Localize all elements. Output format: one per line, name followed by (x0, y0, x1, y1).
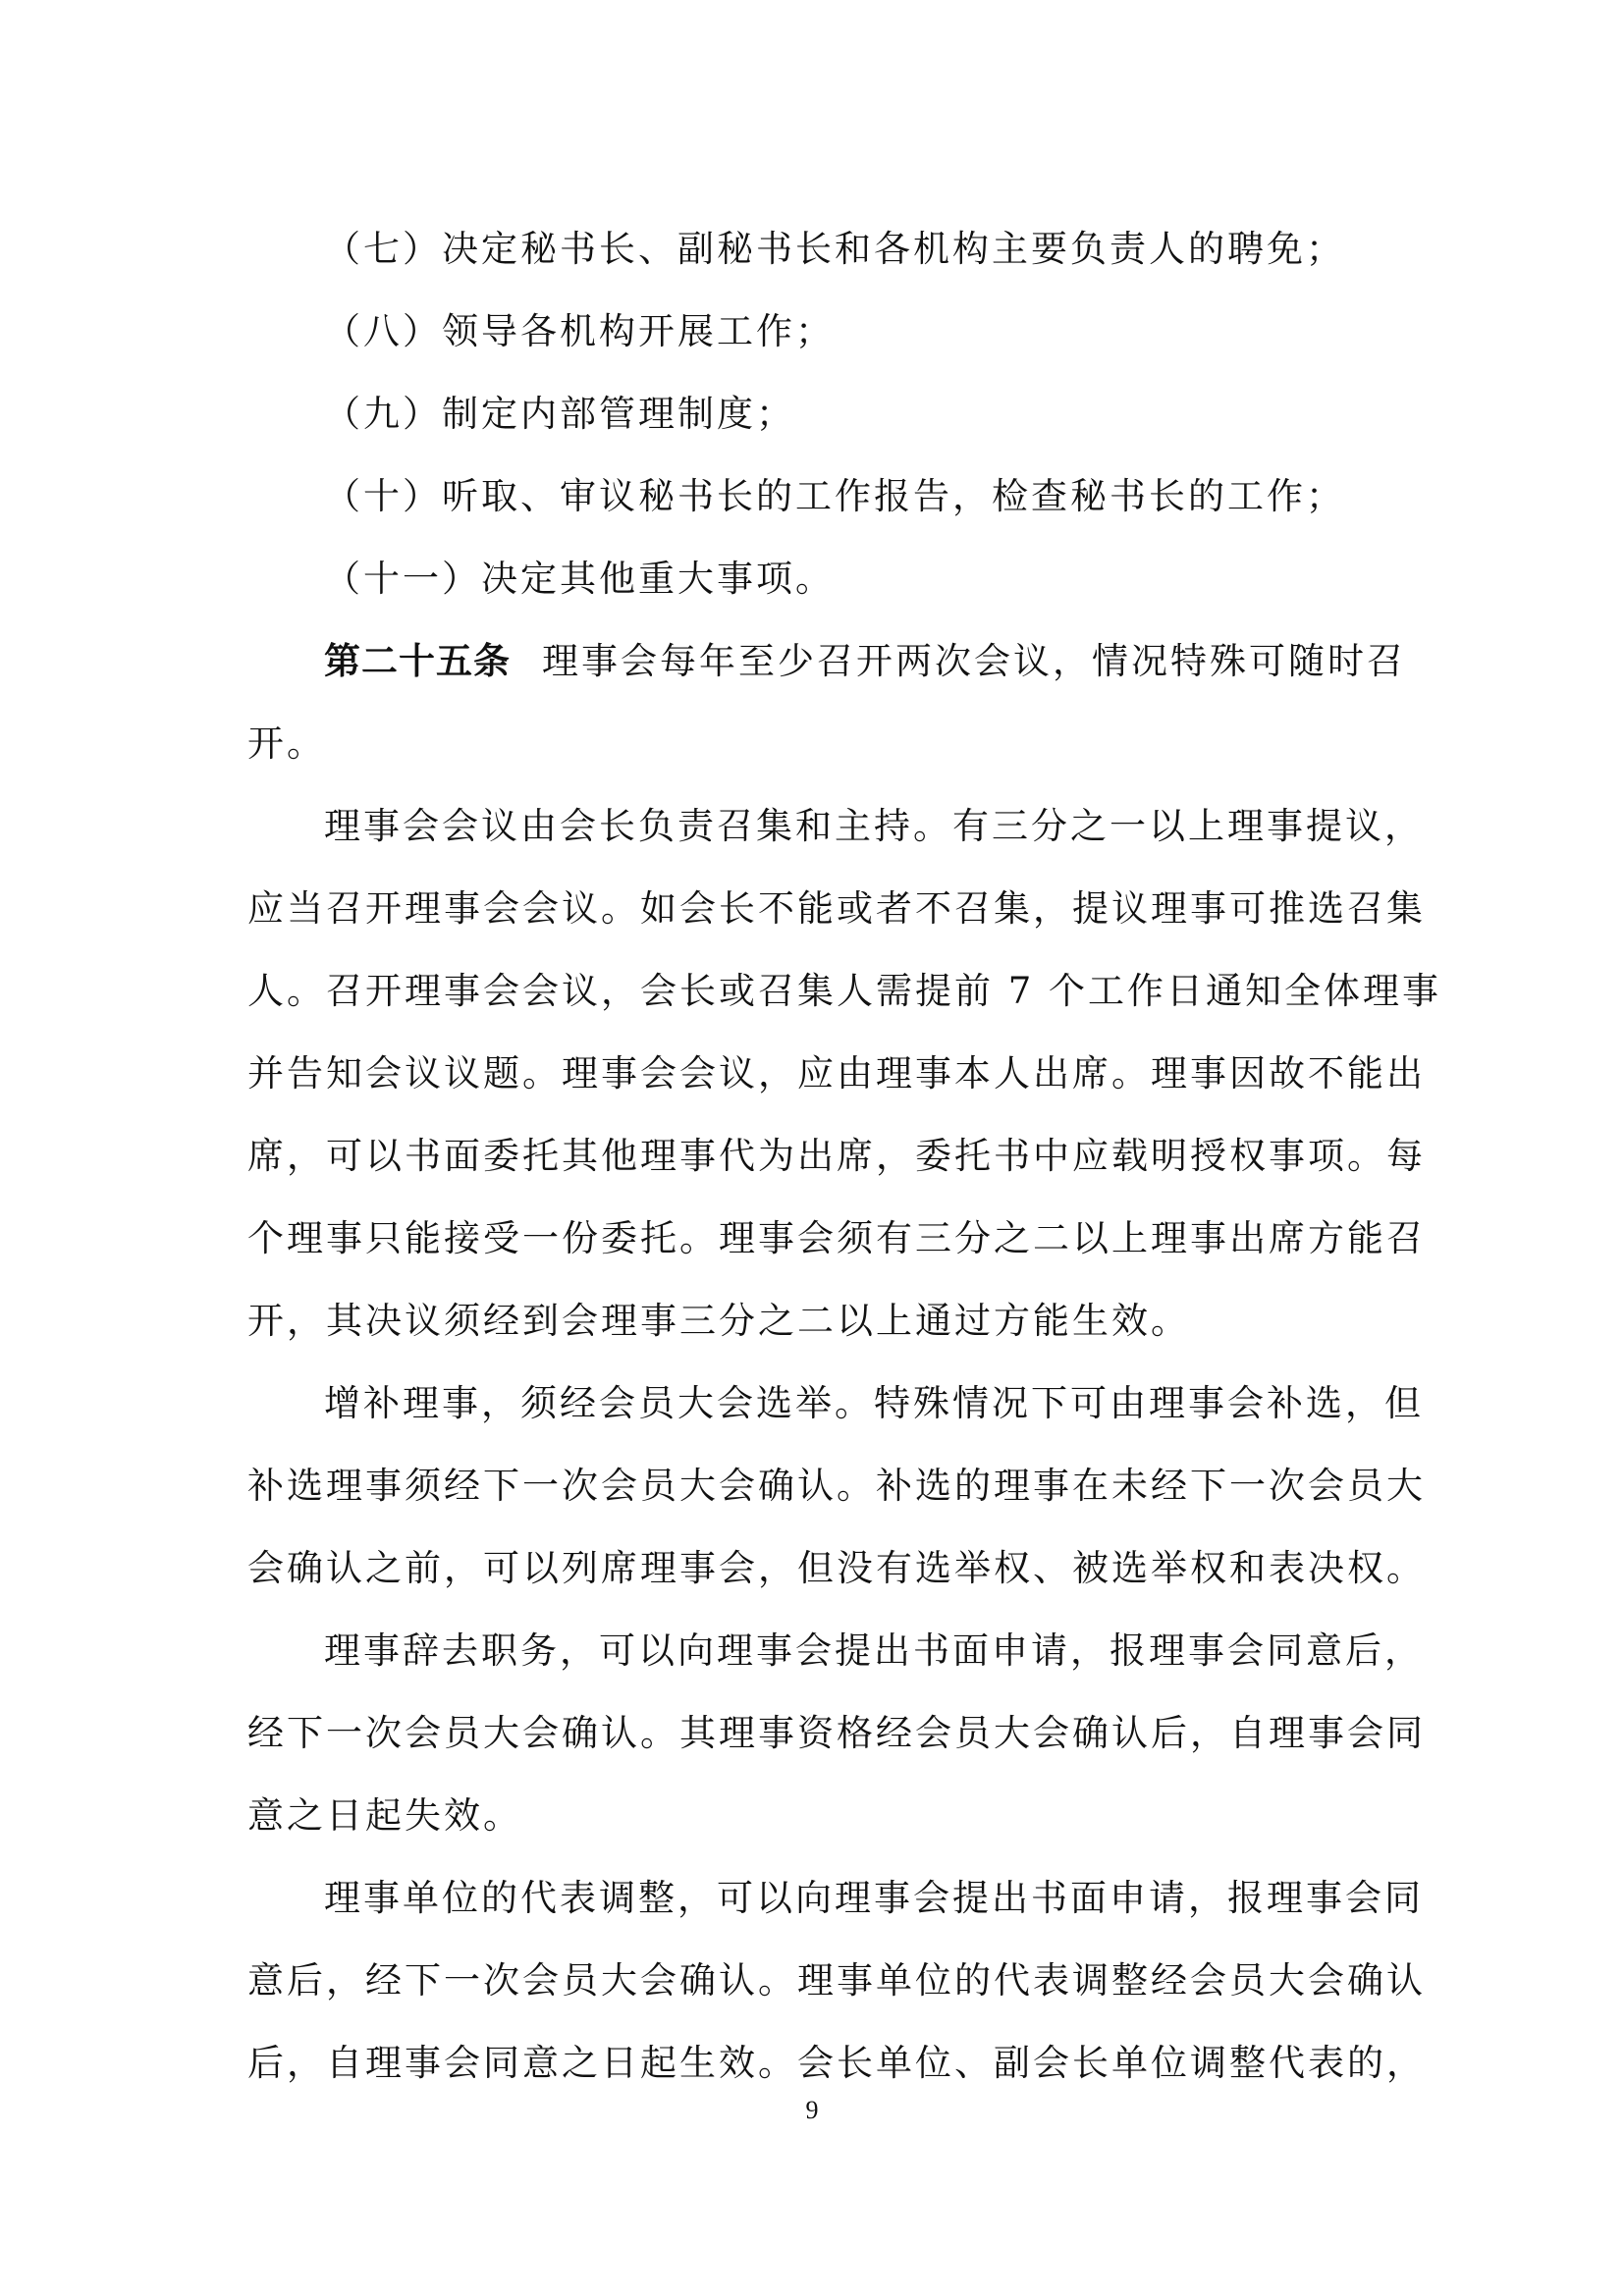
paragraph-line: 意后，经下一次会员大会确认。理事单位的代表调整经会员大会确认 (247, 1959, 1426, 2002)
paragraph-line: 增补理事，须经会员大会选举。特殊情况下可由理事会补选，但 (324, 1382, 1424, 1424)
paragraph-line: 理事会会议由会长负责召集和主持。有三分之一以上理事提议， (324, 805, 1424, 847)
article-text: 理事会每年至少召开两次会议，情况特殊可随时召 (542, 640, 1406, 682)
list-item: （七）决定秘书长、副秘书长和各机构主要负责人的聘免； (324, 228, 1345, 270)
paragraph-line: 会确认之前，可以列席理事会，但没有选举权、被选举权和表决权。 (247, 1547, 1426, 1589)
paragraph-line: 个理事只能接受一份委托。理事会须有三分之二以上理事出席方能召 (247, 1217, 1426, 1259)
list-item: （十）听取、审议秘书长的工作报告，检查秘书长的工作； (324, 475, 1345, 517)
article-text-continued: 开。 (247, 722, 326, 765)
paragraph-line: 并告知会议议题。理事会会议，应由理事本人出席。理事因故不能出 (247, 1052, 1426, 1095)
article-heading: 第二十五条 (324, 640, 511, 682)
paragraph-line: 开，其决议须经到会理事三分之二以上通过方能生效。 (247, 1300, 1190, 1342)
paragraph-line: 应当召开理事会会议。如会长不能或者不召集，提议理事可推选召集 (247, 887, 1426, 930)
paragraph-line: 理事辞去职务，可以向理事会提出书面申请，报理事会同意后， (324, 1629, 1424, 1672)
paragraph-line: 补选理事须经下一次会员大会确认。补选的理事在未经下一次会员大 (247, 1465, 1426, 1507)
paragraph-line: 理事单位的代表调整，可以向理事会提出书面申请，报理事会同 (324, 1877, 1424, 1919)
list-item: （八）领导各机构开展工作； (324, 310, 835, 352)
list-item: （十一）决定其他重大事项。 (324, 558, 835, 600)
list-item: （九）制定内部管理制度； (324, 393, 795, 435)
paragraph-line: 席，可以书面委托其他理事代为出席，委托书中应载明授权事项。每 (247, 1135, 1426, 1177)
article-line (324, 638, 1463, 685)
paragraph-line: 人。召开理事会会议，会长或召集人需提前 7 个工作日通知全体理事 (247, 970, 1442, 1012)
paragraph-line: 后，自理事会同意之日起生效。会长单位、副会长单位调整代表的， (247, 2042, 1426, 2084)
paragraph-line: 意之日起失效。 (247, 1794, 522, 1837)
page-number: 9 (805, 2096, 819, 2124)
paragraph-line: 经下一次会员大会确认。其理事资格经会员大会确认后，自理事会同 (247, 1712, 1426, 1754)
